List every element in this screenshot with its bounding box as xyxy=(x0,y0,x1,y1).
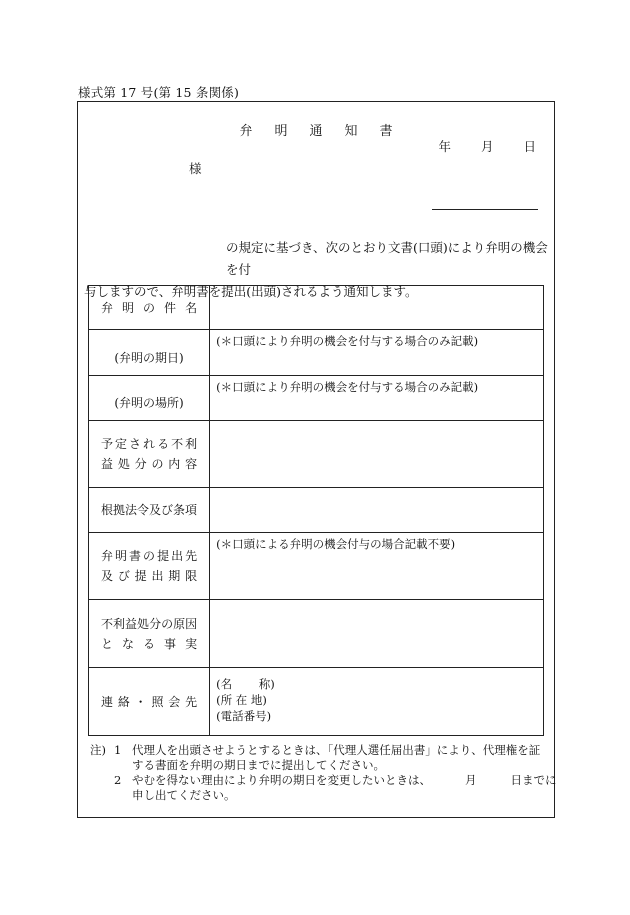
label-char: の xyxy=(143,549,156,563)
contact-name: (名 称) xyxy=(216,677,275,691)
row-label-cause xyxy=(89,600,210,668)
notice-line-1: の規定に基づき、次のとおり文書(口頭)により弁明の機会を付 xyxy=(226,240,548,277)
label-char: び xyxy=(117,569,130,583)
label-char: な xyxy=(122,636,135,651)
note-2-line-2: 申し出てください。 xyxy=(132,788,236,802)
label-char: 益 xyxy=(101,457,114,471)
label-char: の xyxy=(151,457,164,471)
note-2-number: 2 xyxy=(114,773,122,787)
row-label-legal-basis: 根拠法令及び条項 xyxy=(89,488,210,533)
label-char: ・ xyxy=(134,694,147,709)
label-char: 処 xyxy=(137,616,150,631)
label-char: 及 xyxy=(101,569,114,583)
sender-signature-line xyxy=(432,209,538,210)
label-char: る xyxy=(157,437,170,451)
label-char: 弁 xyxy=(101,300,114,315)
label-char: 連 xyxy=(101,694,114,709)
label-char: 明 xyxy=(122,300,135,315)
details-table xyxy=(88,285,544,736)
label-char: 出 xyxy=(151,569,164,583)
row-label-hearing-date: (弁明の期日) xyxy=(89,330,210,376)
table-row xyxy=(89,421,544,488)
label-char: 件 xyxy=(164,300,177,315)
table-row xyxy=(89,286,544,330)
label-char: の xyxy=(143,300,156,315)
row-label-contact xyxy=(89,668,210,736)
date-line xyxy=(412,137,536,155)
table-row xyxy=(89,668,544,736)
row-value-hearing-place: (＊口頭により弁明の機会を付与する場合のみ記載) xyxy=(210,376,544,421)
row-label-subject xyxy=(89,286,210,330)
label-char: れ xyxy=(143,437,156,451)
table-row xyxy=(89,600,544,668)
label-char: 出 xyxy=(171,549,184,563)
table-row xyxy=(89,376,544,421)
notes xyxy=(90,743,562,803)
label-char: 因 xyxy=(185,616,198,631)
label-char: 原 xyxy=(173,616,186,631)
note-2-line-1: やむを得ない理由により弁明の期日を変更したいときは、 月 日までに xyxy=(132,773,557,787)
contact-phone: (電話番号) xyxy=(216,709,272,723)
note-1-number: 1 xyxy=(114,743,122,757)
label-char: 定 xyxy=(115,437,128,451)
label-char: 照 xyxy=(151,694,164,709)
row-label-submission xyxy=(89,533,210,600)
date-month: 月 xyxy=(480,139,494,154)
row-value-disposition xyxy=(210,421,544,488)
label-char: 実 xyxy=(185,636,198,651)
note-1-line-1: 代理人を出頭させようとするときは、「代理人選任届出書」により、代理権を証 xyxy=(132,743,541,757)
label-char: 期 xyxy=(168,569,181,583)
row-value-submission: (＊口頭による弁明の機会付与の場合記載不要) xyxy=(210,533,544,600)
label-char: と xyxy=(101,636,114,651)
label-char: 限 xyxy=(185,569,198,583)
row-value-legal-basis xyxy=(210,488,544,533)
notes-prefix: 注) xyxy=(90,743,106,757)
label-char: 事 xyxy=(164,636,177,651)
label-char: 分 xyxy=(149,616,162,631)
label-char: 先 xyxy=(185,694,198,709)
notice-line-2: 与しますので、弁明書を提出(出頭)されるよう通知します。 xyxy=(84,284,418,299)
label-char: さ xyxy=(129,437,142,451)
date-year: 年 xyxy=(438,139,451,154)
row-value-cause xyxy=(210,600,544,668)
date-day: 日 xyxy=(523,139,536,154)
form-number: 様式第 17 号(第 15 条関係) xyxy=(78,85,240,100)
label-char: 先 xyxy=(185,549,198,563)
label-char: 提 xyxy=(157,549,170,563)
label-char: 容 xyxy=(185,457,198,471)
label-char: 書 xyxy=(129,549,142,563)
label-char: 不 xyxy=(101,616,114,631)
label-char: 内 xyxy=(168,457,181,471)
row-value-hearing-date: (＊口頭により弁明の機会を付与する場合のみ記載) xyxy=(210,330,544,376)
label-char: 分 xyxy=(134,457,147,471)
label-char: の xyxy=(161,616,174,631)
label-char: 会 xyxy=(168,694,181,709)
label-char: 明 xyxy=(115,549,128,563)
table-row xyxy=(89,533,544,600)
row-label-hearing-place: (弁明の場所) xyxy=(89,376,210,421)
label-char: 弁 xyxy=(101,549,114,563)
document-title: 弁明通知書 xyxy=(239,124,415,139)
label-char: 予 xyxy=(101,437,114,451)
row-label-disposition xyxy=(89,421,210,488)
label-char: 提 xyxy=(134,569,147,583)
table-row xyxy=(89,488,544,533)
row-value-subject xyxy=(210,286,544,330)
label-char: る xyxy=(143,636,156,651)
label-char: 益 xyxy=(125,616,138,631)
label-char: 処 xyxy=(117,457,130,471)
row-value-contact xyxy=(210,668,544,736)
table-row xyxy=(89,330,544,376)
label-char: 絡 xyxy=(117,694,130,709)
label-char: 利 xyxy=(185,437,198,451)
notice-frame xyxy=(77,101,555,818)
label-char: 利 xyxy=(113,616,126,631)
addressee-suffix: 様 xyxy=(189,161,202,176)
label-char: 名 xyxy=(185,300,198,315)
contact-address: (所 在 地) xyxy=(216,693,267,707)
note-1-line-2: する書面を弁明の期日までに提出してください。 xyxy=(132,758,385,772)
label-char: 不 xyxy=(171,437,184,451)
